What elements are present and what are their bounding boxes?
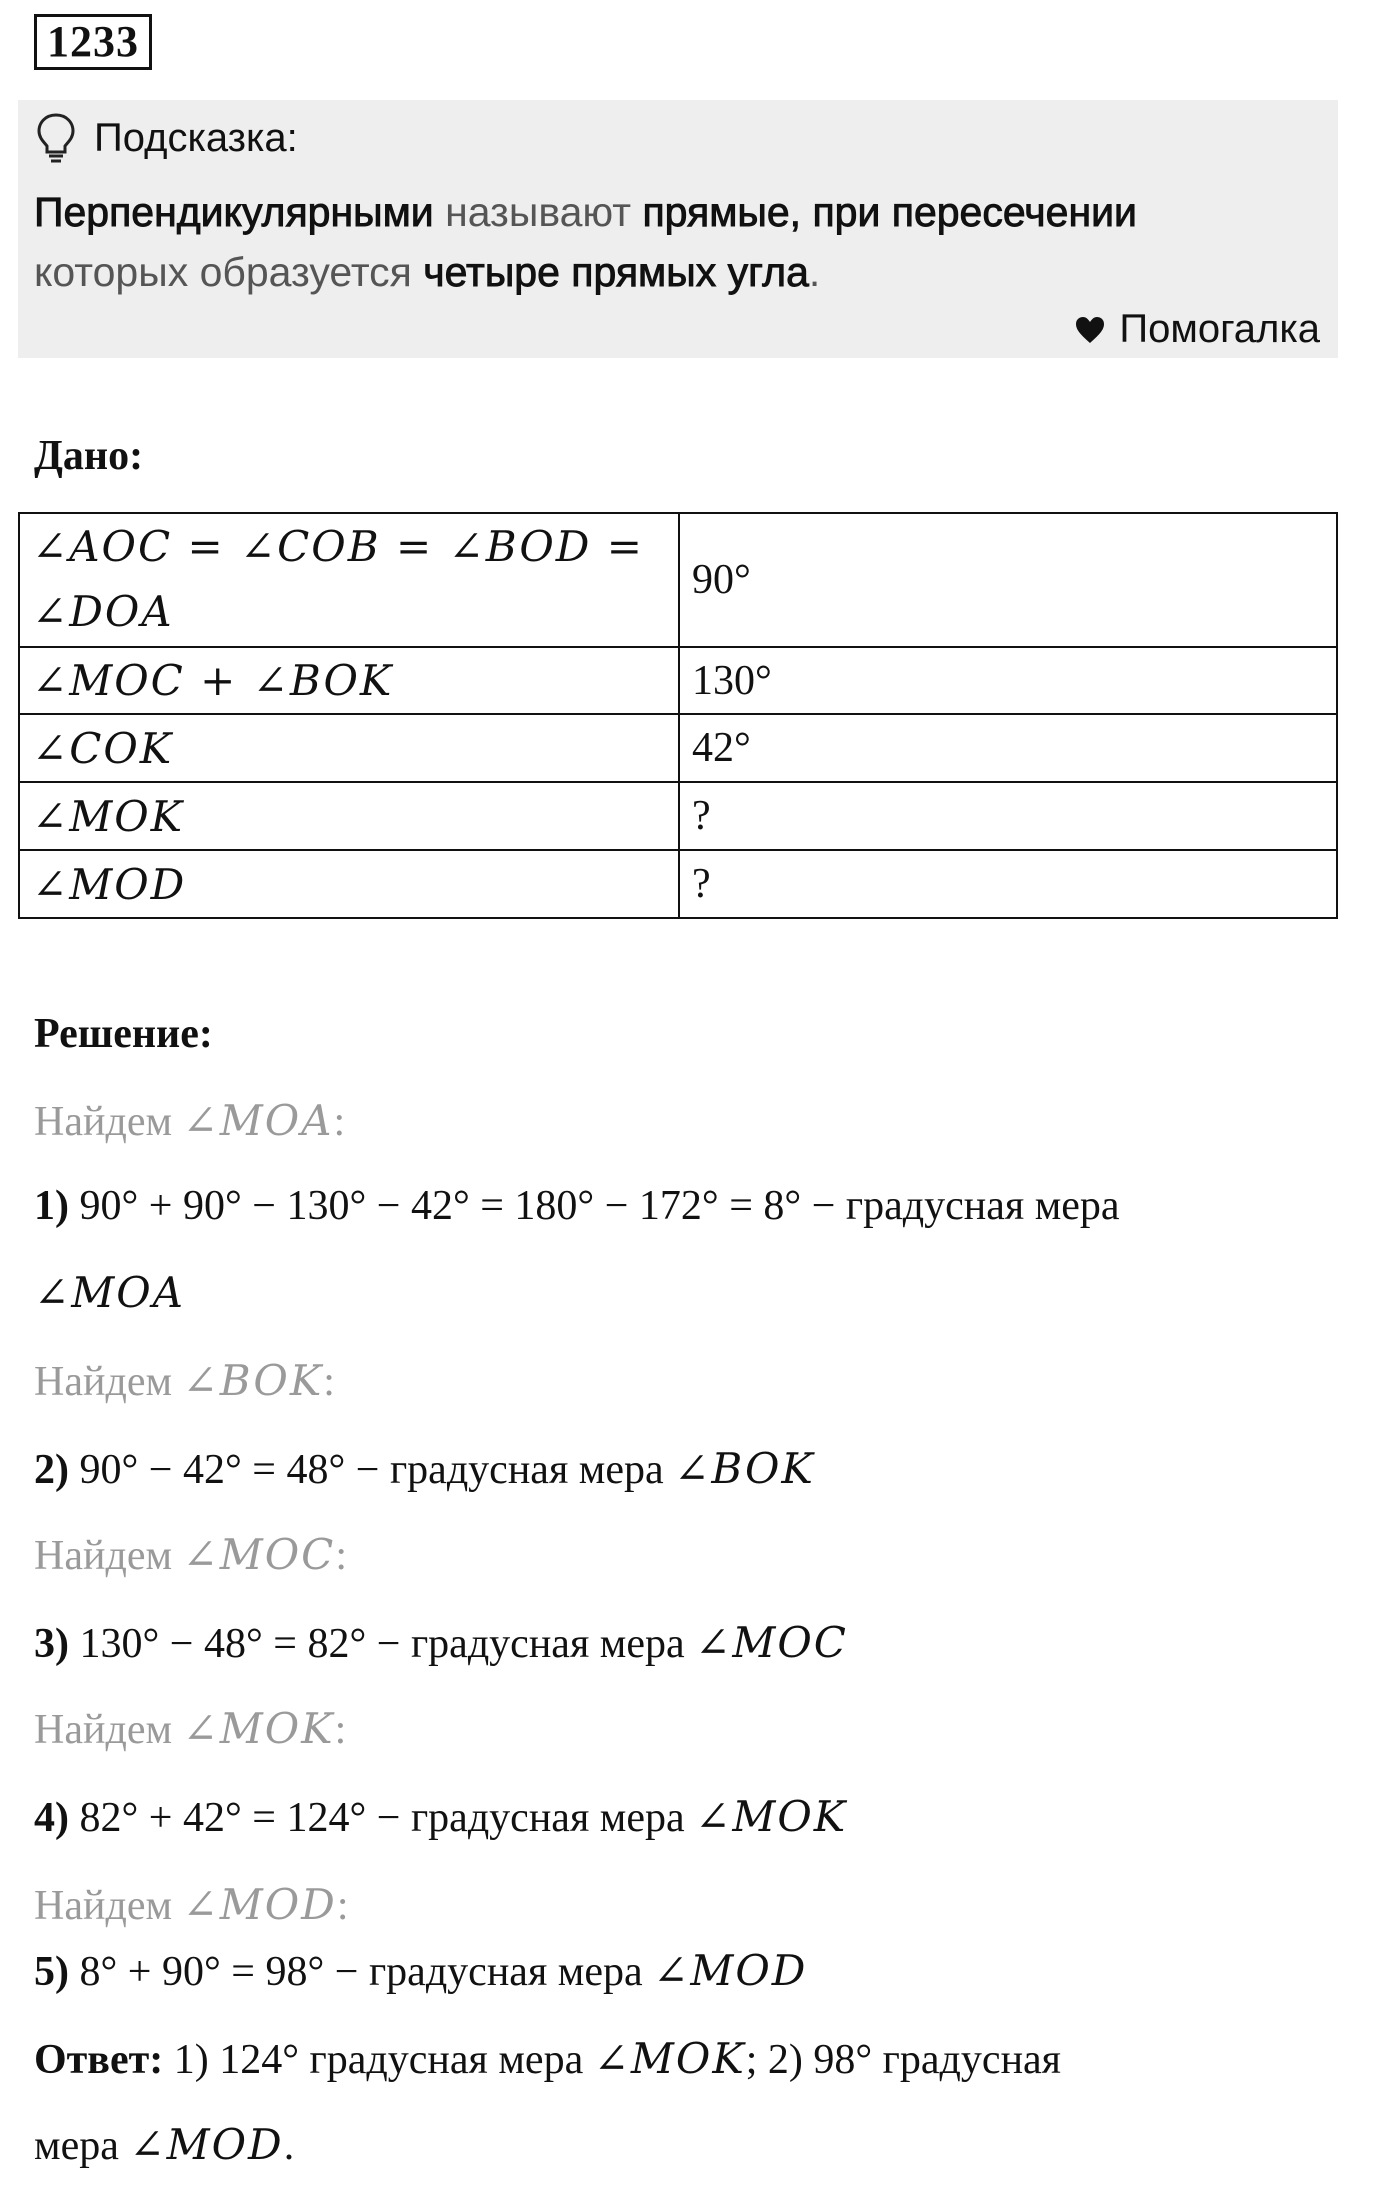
answer-label: Ответ: (34, 2037, 164, 2083)
find-angle: ∠MOD (182, 1880, 337, 1929)
step-text: 8° + 90° = 98° − градусная мера (69, 1949, 654, 1995)
hint-title: Подсказка: (94, 115, 298, 160)
step-number: 1) (34, 1183, 69, 1229)
cell-formula: ∠AOC = ∠COB = ∠BOD = (32, 522, 644, 571)
find-colon: : (323, 1359, 335, 1405)
step-line (34, 1792, 847, 1842)
given-table (18, 512, 1338, 919)
table-cell: 130° (679, 647, 1337, 714)
table-cell: ∠MOC + ∠BOK (19, 647, 679, 714)
find-line (34, 1096, 345, 1146)
table-row (19, 714, 1337, 782)
hint-text-bold: прямые, при пересечении (642, 189, 1137, 235)
hint-box (18, 100, 1338, 358)
hint-footer-label: Помогалка (1119, 307, 1320, 351)
answer-angle: ∠MOD (129, 2120, 284, 2169)
hint-text-bold: четыре прямых угла (423, 249, 809, 295)
find-angle: ∠MOA (182, 1096, 334, 1145)
step-angle: ∠MOA (34, 1268, 185, 1317)
step-angle: ∠BOK (674, 1444, 815, 1493)
hint-footer[interactable] (1075, 307, 1320, 352)
step-number: 4) (34, 1795, 69, 1841)
step-angle: ∠MOC (695, 1618, 848, 1667)
lightbulb-icon (36, 112, 76, 164)
find-line (34, 1530, 347, 1580)
step-angle: ∠MOK (695, 1792, 848, 1841)
step-text: 82° + 42° = 124° − градусная мера (69, 1795, 696, 1841)
find-colon: : (333, 1099, 346, 1145)
step-angle: ∠MOD (653, 1946, 808, 1995)
cell-formula: ∠DOA (32, 587, 174, 636)
answer-end: . (283, 2123, 295, 2169)
find-angle: ∠BOK (182, 1356, 324, 1405)
given-title: Дано: (34, 433, 144, 479)
step-line-continued (34, 1268, 185, 1318)
task-number: 1233 (34, 14, 152, 70)
find-text: Найдем (34, 1359, 183, 1405)
table-cell: 90° (679, 513, 1337, 647)
step-number: 3) (34, 1621, 69, 1667)
answer-text: 1) 124° градусная мера (163, 2037, 594, 2083)
hint-term: Перпендикулярными (34, 189, 434, 235)
step-number: 2) (34, 1447, 69, 1493)
table-cell: ∠MOK (19, 782, 679, 850)
table-cell: ∠MOD (19, 850, 679, 918)
find-text: Найдем (34, 1099, 183, 1145)
find-angle: ∠MOC (182, 1530, 336, 1579)
answer-text: ; 2) 98° градусная (745, 2037, 1062, 2083)
find-line (34, 1880, 349, 1930)
step-text: 90° − 42° = 48° − градусная мера (69, 1447, 675, 1493)
table-cell: ? (679, 850, 1337, 918)
answer-line-continued (34, 2120, 294, 2170)
find-line (34, 1704, 346, 1754)
step-line (34, 1444, 815, 1494)
solution-title: Решение: (34, 1011, 213, 1057)
step-line (34, 1182, 1120, 1230)
heart-icon (1075, 316, 1105, 344)
step-text: 90° + 90° − 130° − 42° = 180° − 172° = 8° − градусная мера (69, 1183, 1120, 1229)
table-cell: ? (679, 782, 1337, 850)
answer-text: мера (34, 2123, 130, 2169)
find-colon: : (335, 1533, 347, 1579)
table-cell: ∠COK (19, 714, 679, 782)
answer-angle: ∠MOK (593, 2034, 746, 2083)
hint-text-part: называют (433, 189, 643, 235)
find-angle: ∠MOK (182, 1704, 335, 1753)
step-line (34, 1618, 848, 1668)
table-row (19, 647, 1337, 714)
table-cell: 42° (679, 714, 1337, 782)
answer-line (34, 2034, 1061, 2084)
step-number: 5) (34, 1949, 69, 1995)
find-line (34, 1356, 335, 1406)
find-colon: : (336, 1883, 349, 1929)
step-text: 130° − 48° = 82° − градусная мера (69, 1621, 696, 1667)
hint-header (36, 112, 298, 164)
find-text: Найдем (34, 1883, 183, 1929)
hint-text-part: которых образуется (34, 249, 424, 295)
hint-text (34, 182, 1324, 302)
find-text: Найдем (34, 1707, 183, 1753)
find-text: Найдем (34, 1533, 183, 1579)
hint-text-part: . (808, 249, 821, 295)
find-colon: : (334, 1707, 347, 1753)
step-line (34, 1946, 807, 1996)
table-row (19, 850, 1337, 918)
table-row (19, 513, 1337, 647)
table-row (19, 782, 1337, 850)
table-cell (19, 513, 679, 647)
